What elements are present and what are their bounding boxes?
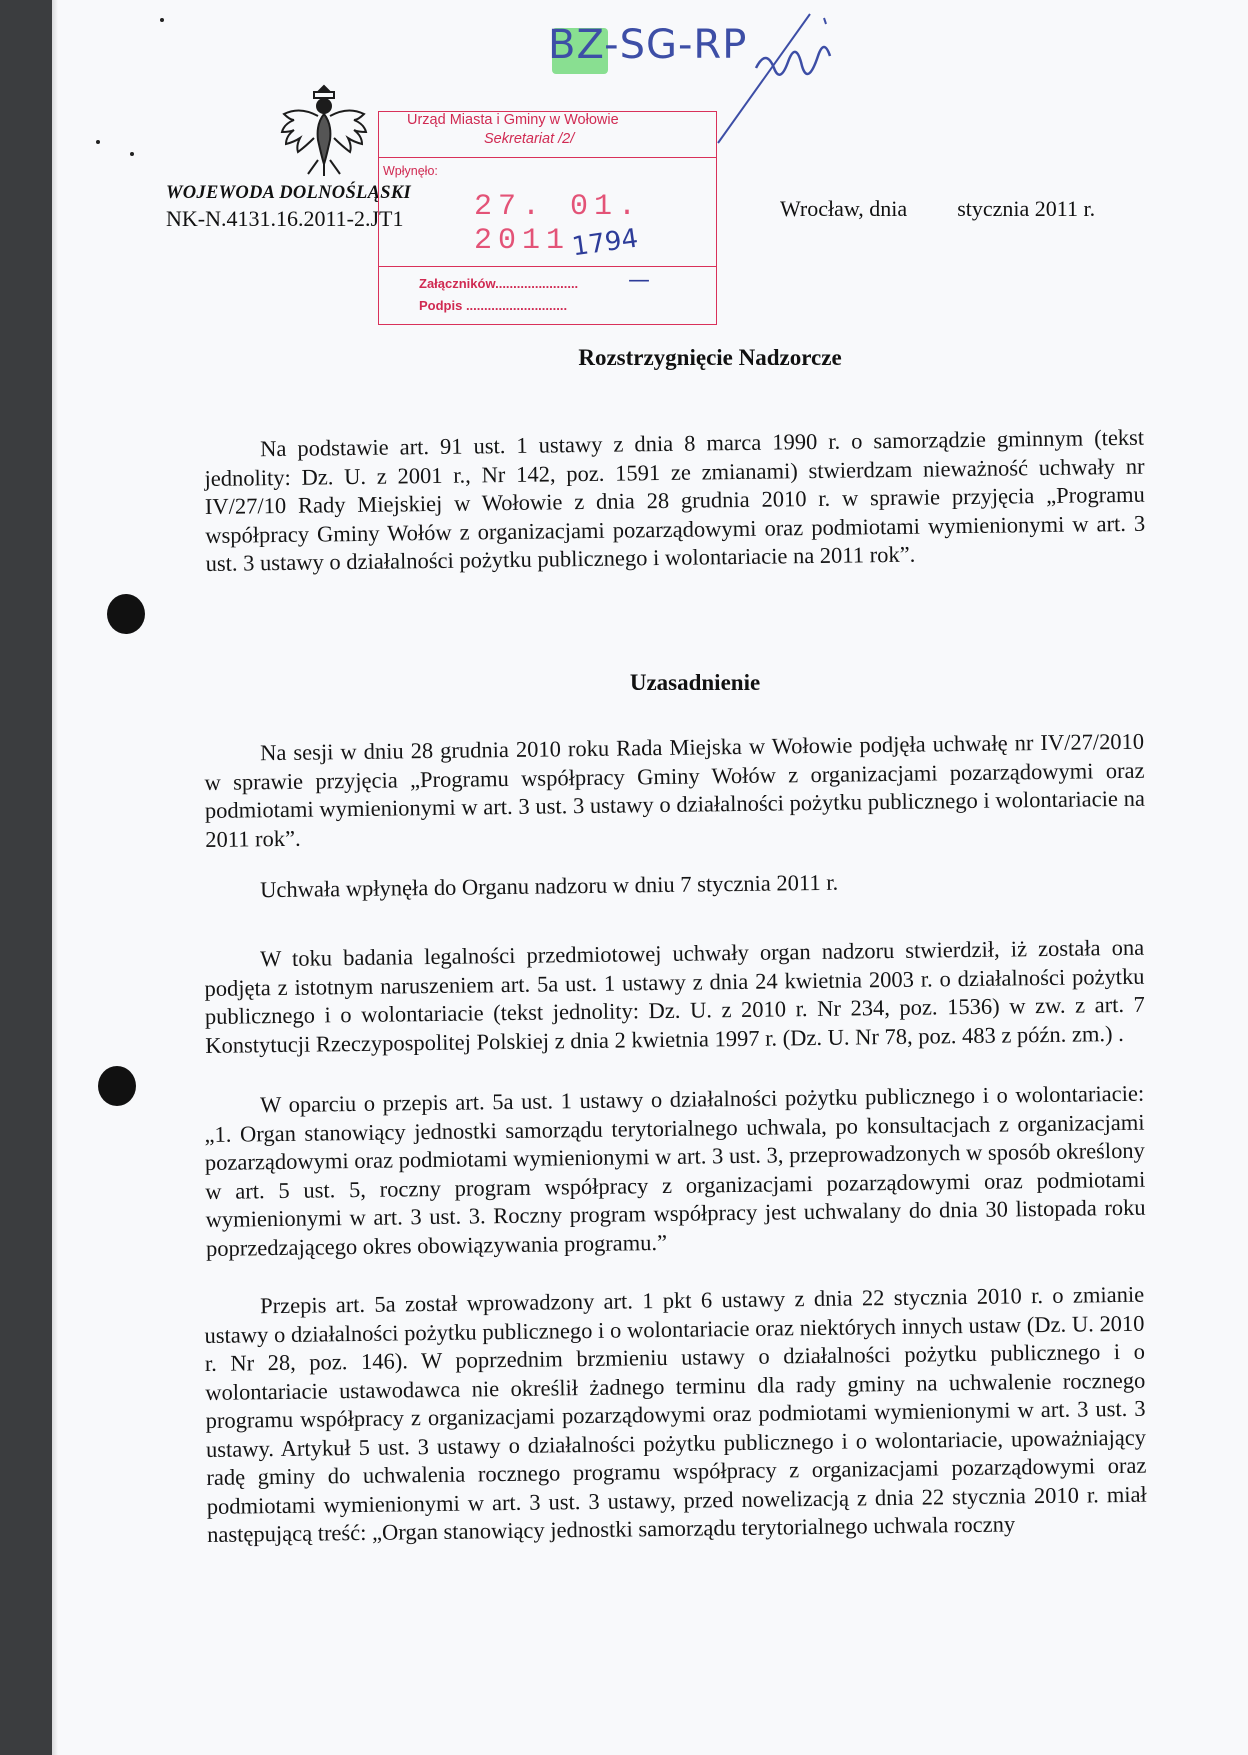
justification-paragraph: W toku badania legalności przedmiotowej uchwały organ nadzoru stwierdził, iż została ona podjęta z istotnym naruszeniem art. 5a ust. 1 ustawy z dnia 24 kwietnia 2003 r. o działalności pożytku publicznego i o wolontariacie (tekst jednolity: Dz. U. z 2010 r. Nr 234, poz. 1536) w zw. z art. 7 Konstytucji Rzeczypospolitej Polskiej z dnia 2 kwietnia 1997 r. (Dz. U. Nr 78, poz. 483 z późn. zm.) . bbox=[204, 934, 1146, 1058]
stamp-signature-label: Podpis ............................ bbox=[419, 298, 568, 313]
stamp-attachments-label: Załączników....................... bbox=[419, 276, 579, 291]
justification-paragraph: Uchwała wpłynęła do Organu nadzoru w dniu 7 stycznia 2011 r. bbox=[260, 869, 839, 903]
document-title: Rozstrzygnięcie Nadzorcze bbox=[578, 345, 842, 370]
place-and-date bbox=[780, 196, 1095, 222]
scan-edge bbox=[52, 0, 58, 1755]
scan-speck bbox=[130, 152, 134, 156]
scan-speck bbox=[160, 18, 164, 22]
stamp-received-label: Wpłynęło: bbox=[383, 164, 438, 178]
reference-number: NK-N.4131.16.2011-2.JT1 bbox=[166, 206, 404, 231]
justification-paragraph: Na sesji w dniu 28 grudnia 2010 roku Rada Miejska w Wołowie podjęła uchwałę nr IV/27/2010 w sprawie przyjęcia „Programu współpracy Gminy Wołów z organizacjami pozarządowymi oraz podmiotami wymienionymi w art. 3 ust. 3 ustawy o działalności pożytku publicznego i wolontariacie na 2011 rok”. bbox=[204, 728, 1146, 852]
scan-speck bbox=[96, 140, 100, 144]
justification-paragraph: Przepis art. 5a został wprowadzony art. 1 pkt 6 ustawy z dnia 22 stycznia 2010 r. o zmianie ustawy o działalności pożytku publicznego i o wolontariacie oraz niektórych innych ustaw (Dz. U. 2010 r. Nr 28, poz. 146). W poprzednim brzmieniu ustawy o działalności pożytku publicznego i o wolontariacie ustawodawca nie określił żadnego terminu dla rady gminy na uchwalenie rocznego programu współpracy z organizacjami pozarządowymi oraz podmiotami wymienionymi w art. 3 ust. 3 ustawy. Artykuł 5 ust. 3 ustawy o działalności pożytku publicznego i o wolontariacie, upoważniający radę gminy do uchwalenia rocznego programu współpracy z organizacjami pozarządowymi oraz podmiotami wymienionymi w art. 3 ust. 3 ustawy, przed nowelizacją z dnia 22 stycznia 2010 r. miał następującą treść: „Organ stanowiący jednostki samorządu terytorialnego uchwala roczny bbox=[204, 1281, 1147, 1547]
date-suffix: stycznia 2011 r. bbox=[957, 196, 1096, 221]
issuing-authority: WOJEWODA DOLNOŚLĄSKI bbox=[166, 183, 412, 203]
stamp-office-line: Urząd Miasta i Gminy w Wołowie bbox=[407, 112, 619, 128]
justification-title: Uzasadnienie bbox=[629, 670, 761, 695]
stamp-received-date: 27. 01. 2011 bbox=[474, 190, 643, 258]
stamp-office-sub: Sekretariat /2/ bbox=[484, 131, 575, 147]
justification-paragraph: W oparciu o przepis art. 5a ust. 1 ustawy o działalności pożytku publicznego i o wolontariacie: „1. Organ stanowiący jednostki samorządu terytorialnego uchwala, po konsultacjach z organizacjami pozarządowymi oraz podmiotami wymienionymi w art. 3 ust. 3, przeprowadzonych w sposób określony w art. 5 ust. 5, roczny program współpracy z organizacjami pozarządowymi oraz podmiotami wymienionymi w art. 3 ust. 3. Roczny program współpracy jest uchwalany do dnia 30 listopada roku poprzedzającego okres obowiązywania programu.” bbox=[204, 1080, 1146, 1261]
handwritten-initials-icon bbox=[700, 8, 870, 148]
date-prefix: Wrocław, dnia bbox=[780, 196, 908, 221]
polish-eagle-emblem-icon bbox=[278, 80, 370, 178]
handwritten-routing-code: BZ-SG-RP bbox=[548, 22, 748, 68]
handwritten-entry-number: 1794 bbox=[570, 223, 640, 263]
punch-hole bbox=[98, 1066, 136, 1106]
punch-hole bbox=[107, 594, 145, 634]
receipt-stamp bbox=[378, 111, 717, 325]
handwritten-attachments-count: — bbox=[628, 268, 650, 293]
decision-paragraph: Na podstawie art. 91 ust. 1 ustawy z dnia 8 marca 1990 r. o samorządzie gminnym (tekst jednolity: Dz. U. z 2001 r., Nr 142, poz. 1591 ze zmianami) stwierdzam nieważność uchwały nr IV/27/10 Rady Miejskiej w Wołowie z dnia 28 grudnia 2010 r. w sprawie przyjęcia „Programu współpracy Gminy Wołów z organizacjami pozarządowymi oraz podmiotami wymienionymi w art. 3 ust. 3 ustawy o działalności pożytku publicznego i wolontariacie na 2011 rok”. bbox=[204, 424, 1146, 576]
